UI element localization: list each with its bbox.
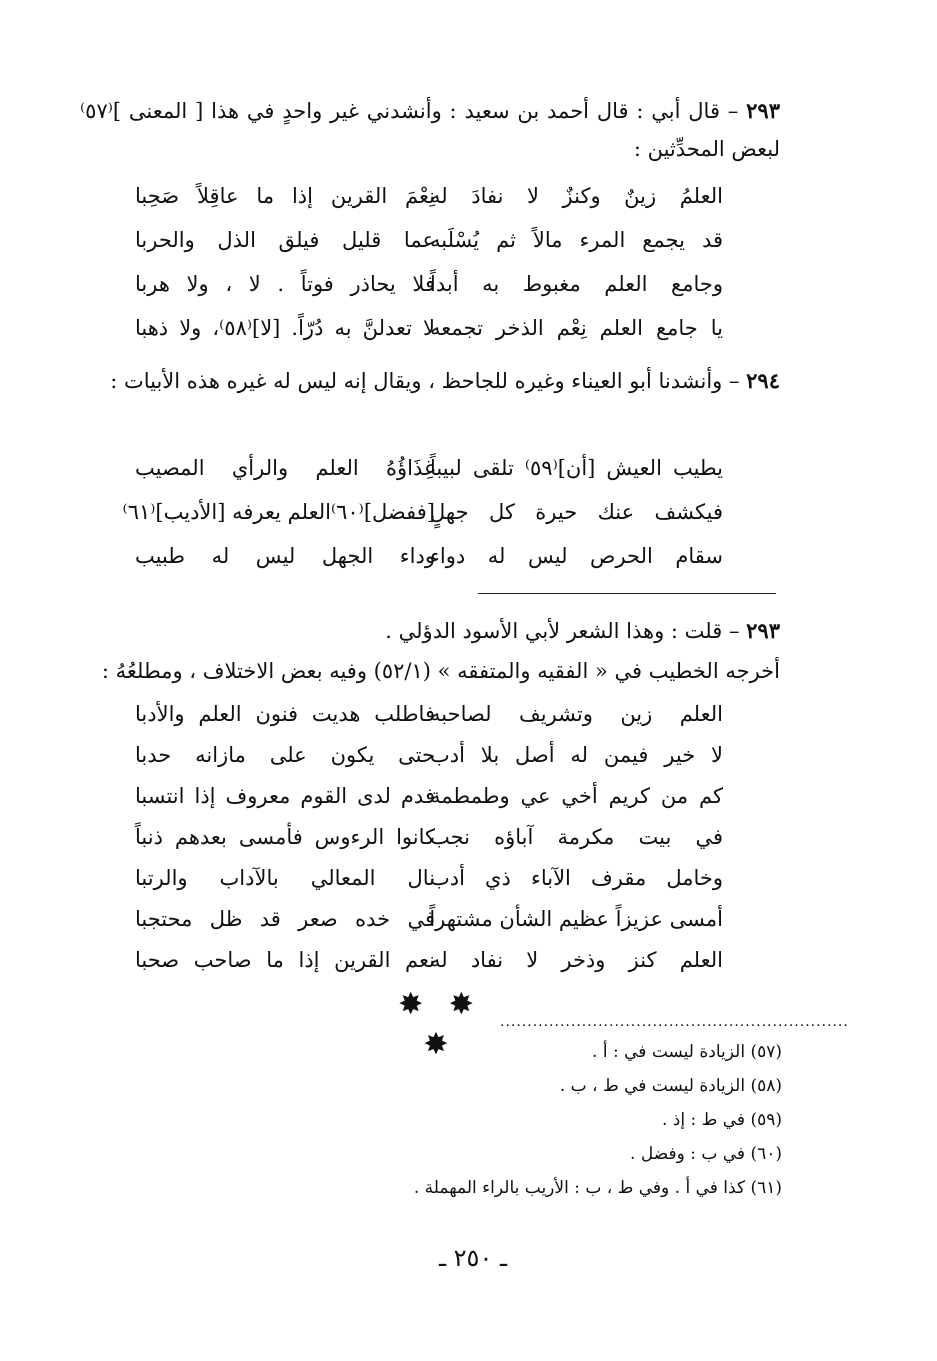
verse-first-hemistich: العلمُ زينٌ وكنزٌ لا نفادَ له (430, 184, 723, 208)
verse-first-hemistich: وجامع العلم مغبوط به أبداً (430, 272, 723, 296)
commentary-text: – قلت : وهذا الشعر لأبي الأسود الدؤلي . (385, 619, 747, 643)
section-separator: ✸ ✸ ✸ (398, 987, 482, 1062)
verse-first-hemistich: أمسى عزيزاً عظيم الشأن مشتهراً (429, 907, 723, 931)
verse-first-hemistich: في بيت مكرمة آباؤه نجب (430, 825, 723, 849)
verse-first-hemistich: فيكشف عنك حيرة كل جهلٍ (430, 500, 723, 524)
verse-first-hemistich: يا جامع العلم نِعْم الذخر تجمعه (430, 316, 723, 340)
verse-second-hemistich: نال المعالي بالآداب والرتبا (135, 866, 435, 890)
verse-first-hemistich: لا خير فيمن له أصل بلا أدب (430, 743, 723, 767)
entry-number: ٢٩٣ (746, 618, 780, 643)
verse-second-hemistich: حتى يكون على مازانه حدبا (135, 743, 435, 767)
entry-294-paragraph (80, 362, 780, 400)
verse-second-hemistich: [ففضل]⁽٦٠⁾العلم يعرفه [الأديب]⁽٦١⁾ (122, 500, 435, 524)
entry-293-paragraph (80, 92, 780, 168)
notes-divider (478, 593, 776, 594)
verse-first-hemistich: العلم كنز وذخر لا نفاد له (430, 948, 723, 972)
verse-second-hemistich: لا تعدلنَّ به دُرّاً. [لا]⁽٥٨⁾، ولا ذهبا (135, 316, 435, 340)
verse-second-hemistich: فلا يحاذر فوتاً . لا ، ولا هربا (135, 272, 435, 296)
verse-second-hemistich: نِعْمَ القرين إذا ما عاقِلاً صَحِبا (135, 184, 435, 208)
commentary-paragraph (80, 612, 780, 650)
footnote-item: (٦٠) في ب : وفضل . (630, 1144, 782, 1164)
page-number: ـ ٢٥٠ ـ (438, 1244, 507, 1272)
commentary-source-line: أخرجه الخطيب في « الفقيه والمتفقه » (٥٢/١) وفيه بعض الاختلاف ، ومطلعُهُ : (101, 659, 780, 683)
verse-second-hemistich: كانوا الرءوس فأمسى بعدهم ذنباً (135, 825, 435, 849)
verse-first-hemistich: العلم زين وتشريف لصاحبه (430, 702, 723, 726)
verse-first-hemistich: كم من كريم أخي عي وطمطمة (430, 784, 723, 808)
footnote-item: (٦١) كذا في أ . وفي ط ، ب : الأريب بالراء المهملة . (413, 1178, 782, 1198)
footnote-divider: ................................................................ (500, 1014, 849, 1030)
footnote-item: (٥٨) الزيادة ليست في ط ، ب . (559, 1076, 782, 1096)
verse-first-hemistich: سقام الحرص ليس له دواء (430, 544, 723, 568)
verse-second-hemistich: عما قليل فيلق الذل والحربا (135, 228, 435, 252)
verse-first-hemistich: قد يجمع المرء مالاً ثم يُسْلَبه (430, 228, 723, 252)
entry-number: ٢٩٣ (746, 98, 780, 123)
verse-second-hemistich: في خده صعر قد ظل محتجبا (135, 907, 435, 931)
entry-text: – قال أبي : قال أحمد بن سعيد : وأنشدني غير واحدٍ في هذا [ المعنى ]⁽٥٧⁾ لبعض المحدِّثين : (80, 99, 780, 161)
verse-second-hemistich: غِذَاؤُهُ العلم والرأي المصيب (135, 456, 435, 480)
footnote-item: (٥٧) الزيادة ليست في : أ . (592, 1042, 782, 1062)
verse-first-hemistich: يطيب العيش [أن]⁽٥٩⁾ تلقى لبيباً (430, 456, 723, 480)
footnote-item: (٥٩) في ط : إذ . (662, 1110, 782, 1130)
entry-text: – وأنشدنا أبو العيناء وغيره للجاحظ ، ويقال إنه ليس له غيره هذه الأبيات : (110, 369, 747, 393)
entry-number: ٢٩٤ (746, 368, 780, 393)
verse-first-hemistich: وخامل مقرف الآباء ذي أدب (430, 866, 723, 890)
verse-second-hemistich: نعم القرين إذا ما صاحب صحبا (135, 948, 435, 972)
verse-second-hemistich: وداء الجهل ليس له طبيب (135, 544, 435, 568)
verse-second-hemistich: فاطلب هديت فنون العلم والأدبا (135, 702, 435, 726)
verse-second-hemistich: فدم لدى القوم معروف إذا انتسبا (135, 784, 435, 808)
